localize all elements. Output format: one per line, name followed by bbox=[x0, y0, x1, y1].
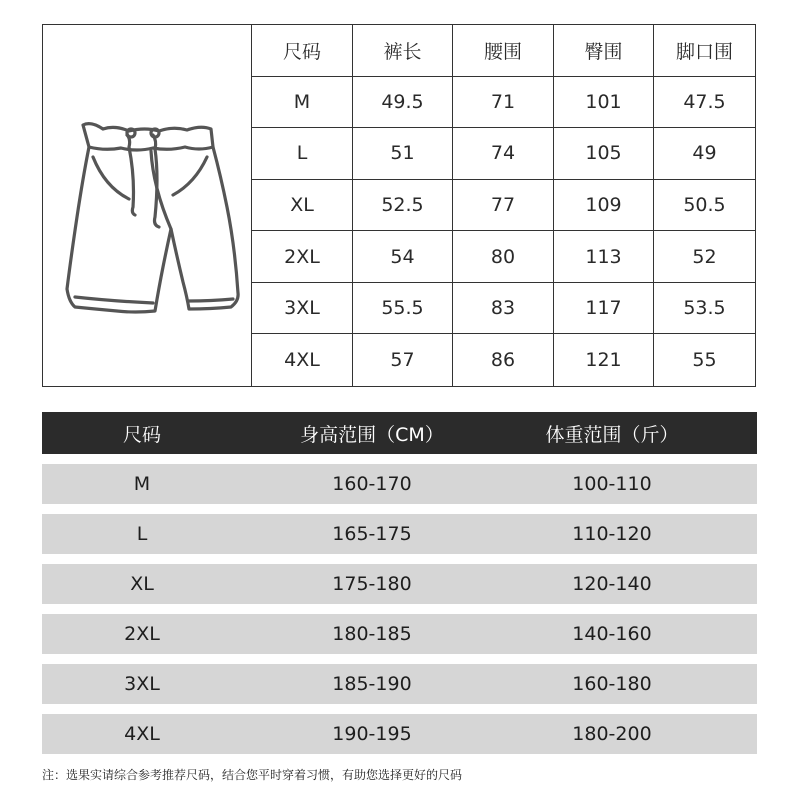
row-height-range: 165-175 bbox=[332, 523, 412, 545]
row-size: XL bbox=[130, 573, 154, 595]
row-height-range: 180-185 bbox=[332, 623, 412, 645]
recommendation-row bbox=[42, 514, 757, 554]
measurement-grid bbox=[252, 25, 755, 386]
row-size: M bbox=[133, 473, 151, 495]
recommendation-row bbox=[42, 464, 757, 504]
measure-cell: 109 bbox=[554, 180, 654, 232]
measure-header-cell: 裤长 bbox=[353, 25, 453, 77]
shorts-illustration-cell bbox=[43, 25, 252, 386]
row-weight-range: 140-160 bbox=[572, 623, 652, 645]
size-measurement-table bbox=[42, 24, 756, 387]
measure-cell: 52 bbox=[654, 231, 755, 283]
measure-cell: M bbox=[252, 77, 353, 129]
measure-cell: 49 bbox=[654, 128, 755, 180]
measure-cell: 86 bbox=[453, 334, 554, 386]
measure-cell: 55.5 bbox=[353, 283, 453, 335]
row-height-range: 190-195 bbox=[332, 723, 412, 745]
size-note: 注：选果实请综合参考推荐尺码，结合您平时穿着习惯，有助您选择更好的尺码 bbox=[42, 768, 463, 782]
measure-cell: 71 bbox=[453, 77, 554, 129]
measure-cell: 77 bbox=[453, 180, 554, 232]
measure-cell: 3XL bbox=[252, 283, 353, 335]
header-height-range: 身高范围（CM） bbox=[300, 423, 444, 446]
measure-cell: 101 bbox=[554, 77, 654, 129]
measure-cell: 47.5 bbox=[654, 77, 755, 129]
recommendation-header bbox=[42, 412, 757, 454]
row-height-range: 175-180 bbox=[332, 573, 412, 595]
row-size: 3XL bbox=[124, 673, 160, 695]
measure-cell: 80 bbox=[453, 231, 554, 283]
measure-cell: 74 bbox=[453, 128, 554, 180]
measure-cell: 113 bbox=[554, 231, 654, 283]
measure-header-cell: 臀围 bbox=[554, 25, 654, 77]
measure-cell: 51 bbox=[353, 128, 453, 180]
measure-cell: 121 bbox=[554, 334, 654, 386]
measure-cell: 4XL bbox=[252, 334, 353, 386]
row-weight-range: 180-200 bbox=[572, 723, 652, 745]
measure-cell: 2XL bbox=[252, 231, 353, 283]
measure-header-cell: 腰围 bbox=[453, 25, 554, 77]
recommendation-row bbox=[42, 614, 757, 654]
recommendation-row bbox=[42, 564, 757, 604]
recommendation-row bbox=[42, 714, 757, 754]
measure-cell: 54 bbox=[353, 231, 453, 283]
row-height-range: 160-170 bbox=[332, 473, 412, 495]
measure-cell: 49.5 bbox=[353, 77, 453, 129]
row-size: L bbox=[136, 523, 148, 545]
measure-cell: 105 bbox=[554, 128, 654, 180]
header-size: 尺码 bbox=[122, 423, 161, 446]
row-weight-range: 100-110 bbox=[572, 473, 652, 495]
measure-cell: L bbox=[252, 128, 353, 180]
row-size: 2XL bbox=[124, 623, 160, 645]
row-weight-range: 110-120 bbox=[572, 523, 652, 545]
shorts-outline-icon bbox=[55, 117, 241, 327]
header-weight-range: 体重范围（斤） bbox=[545, 423, 679, 446]
measure-cell: 57 bbox=[353, 334, 453, 386]
row-size: 4XL bbox=[124, 723, 160, 745]
row-weight-range: 160-180 bbox=[572, 673, 652, 695]
measure-cell: 52.5 bbox=[353, 180, 453, 232]
size-recommendation-table bbox=[42, 412, 757, 754]
measure-cell: 117 bbox=[554, 283, 654, 335]
row-height-range: 185-190 bbox=[332, 673, 412, 695]
row-weight-range: 120-140 bbox=[572, 573, 652, 595]
measure-cell: 50.5 bbox=[654, 180, 755, 232]
recommendation-row bbox=[42, 664, 757, 704]
measure-cell: 55 bbox=[692, 349, 717, 372]
measure-header-cell: 脚口围 bbox=[654, 25, 755, 77]
measure-cell: XL bbox=[252, 180, 353, 232]
measure-header-cell: 尺码 bbox=[252, 25, 353, 77]
measure-cell: 83 bbox=[453, 283, 554, 335]
measure-cell: 53.5 bbox=[654, 283, 755, 335]
